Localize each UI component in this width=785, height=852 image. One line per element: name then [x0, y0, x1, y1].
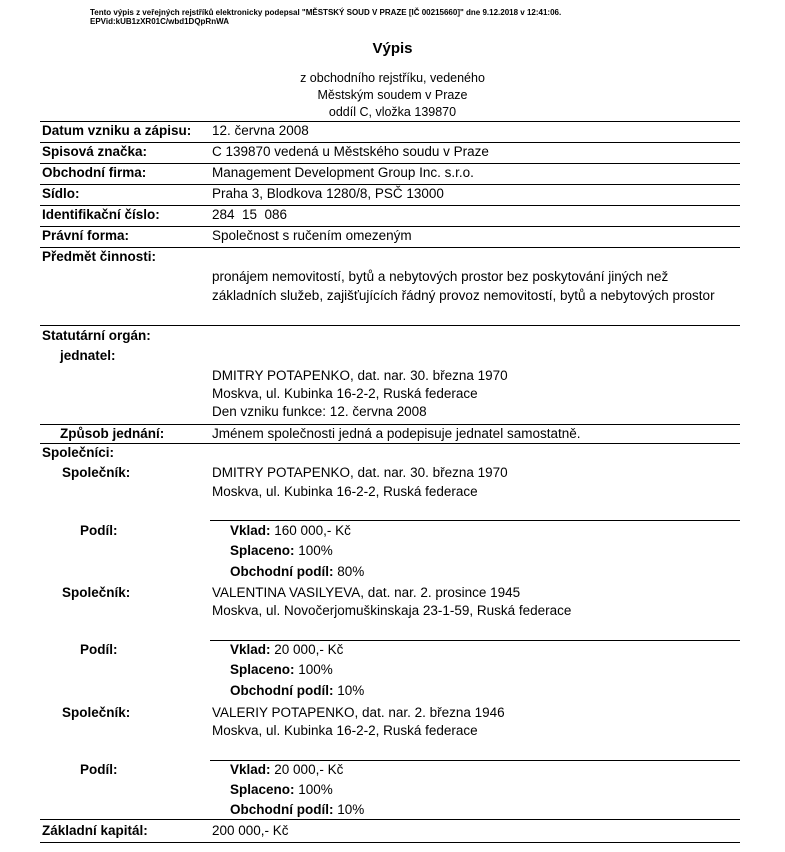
kapital-label: Základní kapitál:	[42, 823, 148, 838]
divider	[40, 325, 740, 326]
obchodni-podil-value: 10%	[337, 802, 365, 817]
partner-name: DMITRY POTAPENKO, dat. nar. 30. března 1970	[212, 465, 508, 480]
spolecnik-label: Společník:	[62, 465, 131, 480]
vklad-label: Vklad:	[230, 523, 271, 538]
spisova-label: Spisová značka:	[42, 144, 148, 159]
divider	[40, 121, 740, 122]
zpusob-value: Jménem společnosti jedná a podepisuje jednatel samostatně.	[212, 426, 581, 441]
splaceno-value: 100%	[298, 782, 333, 797]
divider	[210, 520, 740, 521]
spisova-value: C 139870 vedená u Městského soudu v Praze	[212, 144, 489, 159]
podil-label: Podíl:	[80, 642, 118, 657]
splaceno-value: 100%	[298, 662, 333, 677]
divider	[40, 443, 740, 444]
page-title: Výpis	[372, 40, 413, 57]
splaceno-label: Splaceno:	[230, 543, 295, 558]
obchodni-podil-label: Obchodní podíl:	[230, 802, 334, 817]
spolecnik-label: Společník:	[62, 585, 131, 600]
vklad-value: 20 000,- Kč	[274, 762, 344, 777]
ico-label: Identifikační číslo:	[42, 207, 160, 222]
divider	[40, 142, 740, 143]
obchodni-podil-label: Obchodní podíl:	[230, 683, 334, 698]
vklad-value: 20 000,- Kč	[274, 642, 344, 657]
partner-name: VALERIY POTAPENKO, dat. nar. 2. března 1946	[212, 705, 505, 720]
kapital-value: 200 000,- Kč	[212, 823, 289, 838]
splaceno-label: Splaceno:	[230, 782, 295, 797]
splaceno-value: 100%	[298, 543, 333, 558]
spolecnik-label: Společník:	[62, 705, 131, 720]
predmet-label: Předmět činnosti:	[42, 249, 157, 264]
partner-address: Moskva, ul. Novočerjomuškinskaja 23-1-59, Ruská federace	[212, 603, 572, 618]
statutarni-label: Statutární orgán:	[42, 328, 151, 343]
datum-label: Datum vzniku a zápisu:	[42, 123, 192, 138]
ico-value: 284 15 086	[212, 207, 288, 222]
divider	[40, 424, 740, 425]
divider	[40, 163, 740, 164]
divider	[40, 247, 740, 248]
subtitle-line-3: oddíl C, vložka 139870	[328, 105, 457, 119]
divider	[210, 640, 740, 641]
datum-value: 12. června 2008	[212, 123, 309, 138]
spolecnici-label: Společníci:	[42, 445, 115, 460]
predmet-value: pronájem nemovitostí, bytů a nebytových prostor bez poskytování jiných než základních služeb, zajišťujících řádný provoz nemovitostí, bytů a nebytových prostor	[212, 269, 715, 303]
firma-label: Obchodní firma:	[42, 165, 147, 180]
forma-value: Společnost s ručením omezeným	[212, 228, 412, 243]
obchodni-podil-label: Obchodní podíl:	[230, 564, 334, 579]
jednatel-address: Moskva, ul. Kubinka 16-2-2, Ruská federace	[212, 386, 478, 401]
splaceno-label: Splaceno:	[230, 662, 295, 677]
signature-note: Tento výpis z veřejných rejstříků elektronicky podepsal "MĚSTSKÝ SOUD V PRAZE [IČ 00215660]" dne 9.12.2018 v 12:41:06.	[90, 8, 562, 17]
epvid-note: EPVid:kUB1zXR01C/wbd1DQpRnWA	[90, 17, 229, 26]
vklad-label: Vklad:	[230, 642, 271, 657]
divider	[40, 205, 740, 206]
podil-label: Podíl:	[80, 762, 118, 777]
sidlo-label: Sídlo:	[42, 186, 80, 201]
obchodni-podil-value: 10%	[337, 683, 365, 698]
sidlo-value: Praha 3, Blodkova 1280/8, PSČ 13000	[212, 186, 444, 201]
jednatel-label: jednatel:	[60, 348, 116, 363]
vklad-value: 160 000,- Kč	[274, 523, 351, 538]
divider	[40, 184, 740, 185]
jednatel-name: DMITRY POTAPENKO, dat. nar. 30. března 1970	[212, 368, 508, 383]
divider	[40, 226, 740, 227]
subtitle-line-1: z obchodního rejstříku, vedeného	[300, 71, 485, 85]
zpusob-label: Způsob jednání:	[60, 426, 165, 441]
divider	[40, 842, 740, 843]
podil-label: Podíl:	[80, 523, 118, 538]
vklad-label: Vklad:	[230, 762, 271, 777]
jednatel-since: Den vzniku funkce: 12. června 2008	[212, 404, 427, 419]
divider	[210, 760, 740, 761]
subtitle-line-2: Městským soudem v Praze	[317, 88, 468, 102]
partner-name: VALENTINA VASILYEVA, dat. nar. 2. prosince 1945	[212, 585, 521, 600]
obchodni-podil-value: 80%	[337, 564, 365, 579]
forma-label: Právní forma:	[42, 228, 130, 243]
divider	[40, 819, 740, 820]
partner-address: Moskva, ul. Kubinka 16-2-2, Ruská federace	[212, 484, 478, 499]
partner-address: Moskva, ul. Kubinka 16-2-2, Ruská federace	[212, 723, 478, 738]
firma-value: Management Development Group Inc. s.r.o.	[212, 165, 474, 180]
